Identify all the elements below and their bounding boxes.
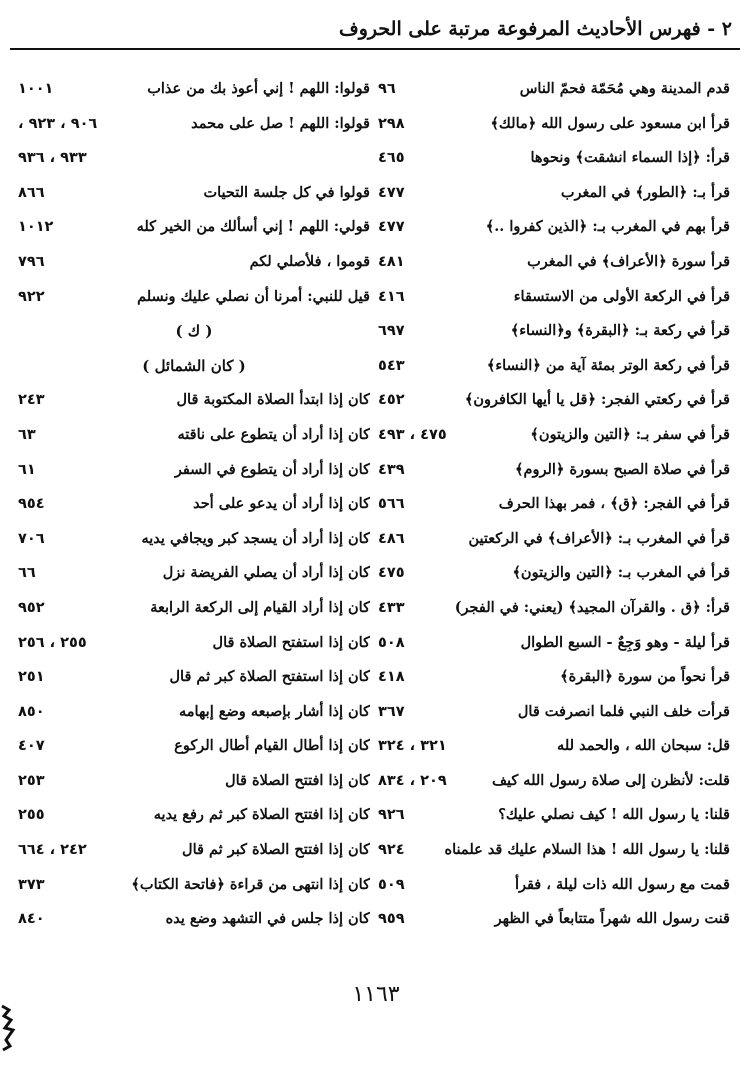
page-reference: ٤٨٦ bbox=[378, 530, 405, 547]
hadith-incipit: كان إذا أشار بإصبعه وضع إبهامه bbox=[179, 702, 370, 720]
page-reference: ٢٠٩ ، ٨٣٤ bbox=[378, 772, 447, 789]
hadith-incipit: قولوا: اللهم ! صل على محمد bbox=[191, 114, 370, 132]
index-entry bbox=[378, 591, 730, 626]
hadith-incipit: قنت رسول الله شهراً متتابعاً في الظهر bbox=[494, 910, 730, 928]
index-entry bbox=[18, 522, 370, 557]
hadith-incipit: قرأ في ركعة الوتر بمئة آية من ﴿النساء﴾ bbox=[486, 356, 730, 374]
hadith-incipit: كان إذا جلس في التشهد وضع يده bbox=[165, 910, 370, 928]
index-entry bbox=[18, 383, 370, 418]
hadith-incipit: كان إذا ابتدأ الصلاة المكتوبة قال bbox=[176, 391, 370, 409]
index-column-left bbox=[18, 72, 370, 937]
hadith-incipit: كان إذا افتتح الصلاة كبر ثم رفع يديه bbox=[153, 806, 370, 824]
index-entry bbox=[18, 487, 370, 522]
index-entry bbox=[378, 764, 730, 799]
page-reference: ٩٣٣ ، ٩٣٦ bbox=[18, 150, 87, 167]
page-reference: ٢٤٣ bbox=[18, 392, 45, 409]
section-letter: ( ك ) bbox=[175, 322, 213, 341]
page-reference: ١٠٠١ bbox=[18, 81, 54, 97]
index-entry bbox=[378, 660, 730, 695]
hadith-incipit: قرأ في المغرب بـ: ﴿الأعراف﴾ في الركعتين bbox=[468, 529, 730, 547]
hadith-incipit: قلنا: يا رسول الله ! هذا السلام عليك قد علمناه bbox=[444, 841, 730, 859]
index-entry bbox=[18, 556, 370, 591]
hadith-incipit: قلنا: يا رسول الله ! كيف نصلي عليك؟ bbox=[498, 806, 730, 824]
running-header: ٢ - فهرس الأحاديث المرفوعة مرتبة على الحروف bbox=[339, 18, 732, 40]
page-reference: ٥٤٣ bbox=[378, 357, 405, 374]
index-entry bbox=[18, 626, 370, 661]
page-reference: ١٠١٢ bbox=[18, 219, 54, 236]
hadith-incipit: قرأ بهم في المغرب بـ: ﴿الذين كفروا ..﴾ bbox=[485, 218, 730, 236]
page-reference: ٣٧٣ bbox=[18, 876, 45, 893]
index-entry bbox=[378, 902, 730, 937]
index-entry bbox=[378, 418, 730, 453]
index-entry bbox=[378, 453, 730, 488]
hadith-incipit: قرأ: ﴿إذا السماء انشقت﴾ ونحوها bbox=[530, 149, 730, 167]
page-reference: ٨٥٠ bbox=[18, 703, 45, 720]
page-reference: ٤٧٥ ، ٤٩٣ bbox=[378, 426, 447, 443]
index-entry bbox=[378, 349, 730, 384]
page-reference: ٦١ bbox=[18, 461, 36, 478]
index-entry bbox=[378, 729, 730, 764]
index-entry bbox=[378, 245, 730, 280]
hadith-incipit: قرأ: ﴿ق . والقرآن المجيد﴾ (يعني: في الفجر) bbox=[454, 598, 730, 616]
hadith-incipit: قرأ في الركعة الأولى من الاستسقاء bbox=[513, 287, 730, 305]
hadith-incipit: قرأ سورة ﴿الأعراف﴾ في المغرب bbox=[527, 252, 730, 270]
hadith-incipit: قل: سبحان الله ، والحمد لله bbox=[557, 737, 730, 755]
page-reference: ٤٥٢ bbox=[378, 392, 405, 409]
hadith-incipit: قرأ في الفجر: ﴿ق﴾ ، فمر بهذا الحرف bbox=[498, 495, 730, 513]
hadith-incipit: كان إذا استفتح الصلاة كبر ثم قال bbox=[169, 668, 370, 686]
page-reference: ٤٣٣ bbox=[378, 599, 405, 616]
index-entry bbox=[378, 626, 730, 661]
page-reference: ٤١٦ bbox=[378, 288, 405, 305]
index-entry bbox=[18, 245, 370, 280]
index-entry bbox=[18, 695, 370, 730]
hadith-incipit: كان إذا أراد أن يدعو على أحد bbox=[193, 495, 370, 513]
index-entry bbox=[378, 210, 730, 245]
hadith-incipit: قرأ نحواً من سورة ﴿البقرة﴾ bbox=[560, 668, 730, 686]
index-entry bbox=[18, 176, 370, 211]
index-entry bbox=[18, 107, 370, 142]
hadith-incipit: كان إذا أراد أن يتطوع في السفر bbox=[174, 460, 370, 478]
page-reference: ٧٠٦ bbox=[18, 530, 45, 547]
hadith-incipit: كان إذا افتتح الصلاة كبر ثم قال bbox=[182, 841, 370, 859]
page-reference: ٤٧٧ bbox=[378, 219, 405, 236]
hadith-incipit: قولوا في كل جلسة التحيات bbox=[203, 183, 370, 201]
hadith-incipit: كان إذا استفتح الصلاة قال bbox=[212, 633, 370, 651]
hadith-incipit: كان إذا افتتح الصلاة قال bbox=[225, 771, 370, 789]
index-entry bbox=[18, 729, 370, 764]
hadith-incipit: كان إذا أراد أن يصلي الفريضة نزل bbox=[162, 564, 370, 582]
hadith-incipit: كان إذا أراد أن يتطوع على ناقته bbox=[177, 425, 370, 443]
header-rule bbox=[10, 48, 740, 50]
index-entry bbox=[378, 487, 730, 522]
hadith-incipit: قوموا ، فلأصلي لكم bbox=[249, 252, 370, 270]
page-reference: ٤٧٧ bbox=[378, 184, 405, 201]
page-number: ١١٦٣ bbox=[352, 982, 400, 1007]
page-reference: ٩٥٢ bbox=[18, 599, 45, 616]
page-reference: ٩٥٩ bbox=[378, 911, 405, 928]
page-reference: ٣٢١ ، ٣٢٤ bbox=[378, 738, 447, 755]
page-reference: ٤١٨ bbox=[378, 669, 405, 686]
section-title: ( كان الشمائل ) bbox=[142, 356, 246, 375]
index-entry bbox=[378, 556, 730, 591]
index-entry bbox=[378, 798, 730, 833]
page-reference: ٤٨١ bbox=[378, 253, 405, 270]
index-entry bbox=[18, 453, 370, 488]
index-column-right bbox=[378, 72, 730, 937]
index-entry bbox=[378, 383, 730, 418]
hadith-incipit: قرأت خلف النبي فلما انصرفت قال bbox=[517, 702, 730, 720]
page-reference: ٩٢٦ bbox=[378, 807, 405, 824]
page-reference: ٦٦ bbox=[18, 565, 36, 582]
index-entry bbox=[18, 660, 370, 695]
index-entry bbox=[18, 280, 370, 315]
index-entry bbox=[378, 522, 730, 557]
page-reference: ٢٥٣ bbox=[18, 772, 45, 789]
page-reference: ٦٣ bbox=[18, 426, 36, 443]
page-reference: ٨٦٦ bbox=[18, 184, 45, 201]
page-reference: ٢٩٨ bbox=[378, 115, 405, 132]
hadith-incipit: كان إذا أطال القيام أطال الركوع bbox=[174, 737, 370, 755]
index-entry bbox=[18, 764, 370, 799]
index-entry bbox=[18, 868, 370, 903]
hadith-incipit: كان إذا أراد القيام إلى الركعة الرابعة bbox=[150, 598, 370, 616]
hadith-incipit: قولي: اللهم ! إني أسألك من الخير كله bbox=[136, 218, 370, 236]
index-entry bbox=[378, 141, 730, 176]
hadith-incipit: قولوا: اللهم ! إني أعوذ بك من عذاب bbox=[147, 80, 370, 97]
index-entry bbox=[378, 868, 730, 903]
hadith-incipit: قلت: لأنظرن إلى صلاة رسول الله كيف bbox=[491, 771, 730, 789]
index-entry bbox=[18, 902, 370, 937]
index-entry-continuation bbox=[18, 141, 370, 176]
page-reference: ٥٠٨ bbox=[378, 634, 405, 651]
index-entry bbox=[378, 176, 730, 211]
page-reference: ٥٦٦ bbox=[378, 496, 405, 513]
hadith-incipit: كان إذا انتهى من قراءة ﴿فاتحة الكتاب﴾ bbox=[131, 875, 370, 893]
index-entry bbox=[378, 280, 730, 315]
index-entry bbox=[18, 72, 370, 107]
hadith-incipit: قرأ في ركعة بـ: ﴿البقرة﴾ و﴿النساء﴾ bbox=[510, 322, 730, 340]
hadith-incipit: قرأ في صلاة الصبح بسورة ﴿الروم﴾ bbox=[514, 460, 730, 478]
page-reference: ٤٣٩ bbox=[378, 461, 405, 478]
page-reference: ٩٥٤ bbox=[18, 496, 45, 513]
hadith-incipit: قيل للنبي: أمرنا أن نصلي عليك ونسلم bbox=[137, 287, 370, 305]
page-reference: ٩٢٤ bbox=[378, 842, 405, 859]
hadith-incipit: قرأ في المغرب بـ: ﴿التين والزيتون﴾ bbox=[512, 564, 730, 582]
index-entry bbox=[378, 695, 730, 730]
hadith-incipit: قرأ في سفر بـ: ﴿التين والزيتون﴾ bbox=[530, 425, 730, 443]
index-entry bbox=[378, 833, 730, 868]
hadith-incipit: قرأ ابن مسعود على رسول الله ﴿مالك﴾ bbox=[490, 114, 730, 132]
hadith-incipit: قرأ في ركعتي الفجر: ﴿قل يا أيها الكافرون﴾ bbox=[464, 391, 730, 409]
page-reference: ٢٥١ bbox=[18, 669, 45, 686]
hadith-incipit: قرأ بـ: ﴿الطور﴾ في المغرب bbox=[560, 183, 730, 201]
index-entry bbox=[378, 314, 730, 349]
hadith-incipit: قدم المدينة وهي مُحَمّة فحمّ الناس bbox=[519, 80, 730, 97]
page-reference: ٤٠٧ bbox=[18, 738, 45, 755]
page-reference: ٣٦٧ bbox=[378, 703, 405, 720]
index-entry bbox=[378, 107, 730, 142]
index-entry bbox=[18, 833, 370, 868]
page-reference: ٥٠٩ bbox=[378, 876, 405, 893]
index-entry bbox=[18, 591, 370, 626]
hadith-incipit: كان إذا أراد أن يسجد كبر ويجافي يديه bbox=[141, 529, 370, 547]
hadith-incipit: قمت مع رسول الله ذات ليلة ، فقرأ bbox=[514, 875, 730, 893]
page-reference: ٢٥٥ ، ٢٥٦ bbox=[18, 634, 87, 651]
page-reference: ٩٦ bbox=[378, 81, 396, 97]
index-entry bbox=[18, 798, 370, 833]
index-entry bbox=[18, 418, 370, 453]
page-reference: ٢٤٢ ، ٦٦٤ bbox=[18, 842, 87, 859]
page-edge-mark bbox=[0, 1000, 22, 1056]
page-reference: ٤٦٥ bbox=[378, 150, 405, 167]
page-reference: ٩٠٦ ، ٩٢٣ ، bbox=[18, 115, 98, 132]
page-reference: ٤٧٥ bbox=[378, 565, 405, 582]
page-reference: ٨٤٠ bbox=[18, 911, 45, 928]
index-entry bbox=[378, 72, 730, 107]
page-reference: ٢٥٥ bbox=[18, 807, 45, 824]
page-reference: ٩٢٢ bbox=[18, 288, 45, 305]
hadith-incipit: قرأ ليلة - وهو وَجِعٌ - السبع الطوال bbox=[520, 633, 730, 651]
page-reference: ٧٩٦ bbox=[18, 253, 45, 270]
index-entry bbox=[18, 210, 370, 245]
page-reference: ٦٩٧ bbox=[378, 323, 405, 340]
